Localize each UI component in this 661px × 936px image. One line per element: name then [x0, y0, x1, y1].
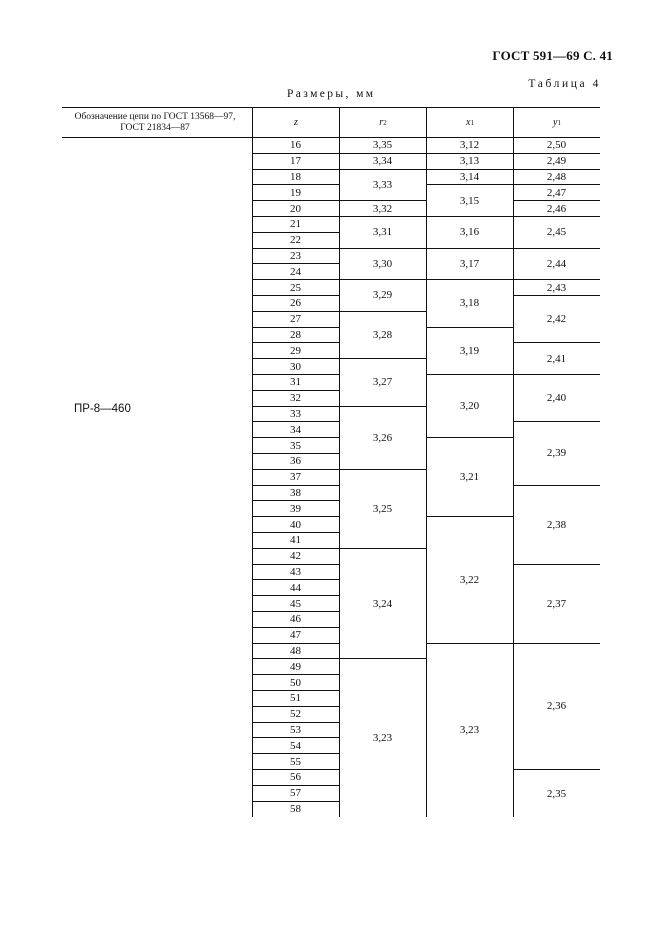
- r2-cell: 3,33: [339, 170, 426, 202]
- z-cell: 55: [252, 754, 339, 770]
- x1-cell: 3,13: [426, 154, 513, 170]
- z-cell: 39: [252, 501, 339, 517]
- z-cell: 45: [252, 596, 339, 612]
- z-cell: 49: [252, 659, 339, 675]
- z-cell: 47: [252, 628, 339, 644]
- z-cell: 57: [252, 786, 339, 802]
- z-cell: 54: [252, 738, 339, 754]
- z-cell: 36: [252, 454, 339, 470]
- header-y-symbol: y: [553, 117, 558, 128]
- z-cell: 31: [252, 375, 339, 391]
- z-cell: 28: [252, 328, 339, 344]
- r2-cell: 3,29: [339, 280, 426, 312]
- z-cell: 24: [252, 264, 339, 280]
- dimensions-table: [62, 107, 600, 820]
- z-cell: 40: [252, 517, 339, 533]
- z-cell: 32: [252, 391, 339, 407]
- r2-cell: 3,27: [339, 359, 426, 406]
- y1-cell: 2,45: [513, 217, 600, 249]
- z-cell: 53: [252, 723, 339, 739]
- r2-cell: 3,35: [339, 138, 426, 154]
- y1-cell: 2,42: [513, 296, 600, 343]
- header-z: [252, 107, 339, 138]
- x1-cell: 3,22: [426, 517, 513, 643]
- x1-cell: 3,15: [426, 185, 513, 217]
- dimensions-label: Размеры, мм: [287, 88, 376, 100]
- y1-cell: 2,36: [513, 644, 600, 770]
- z-cell: 48: [252, 644, 339, 660]
- z-cell: 56: [252, 770, 339, 786]
- y1-cell: 2,41: [513, 343, 600, 375]
- x1-cell: 3,19: [426, 328, 513, 375]
- x1-cell: 3,23: [459, 724, 480, 737]
- z-cell: 20: [252, 201, 339, 217]
- header-x-subscript: 1: [470, 118, 474, 127]
- x1-cell: 3,14: [426, 170, 513, 186]
- y1-cell: 2,48: [513, 170, 600, 186]
- y1-cell: 2,40: [513, 375, 600, 422]
- x1-cell: 3,12: [426, 138, 513, 154]
- r2-cell: 3,31: [339, 217, 426, 249]
- y1-cell: 2,47: [513, 185, 600, 201]
- z-cell: 38: [252, 486, 339, 502]
- z-cell: 33: [252, 407, 339, 423]
- r2-cell: 3,34: [339, 154, 426, 170]
- y1-cell: 2,50: [513, 138, 600, 154]
- z-cell: 34: [252, 422, 339, 438]
- r2-cell: 3,24: [339, 549, 426, 660]
- y1-cell: 2,49: [513, 154, 600, 170]
- z-cell: 23: [252, 249, 339, 265]
- y1-cell: 2,46: [513, 201, 600, 217]
- x1-cell: 3,20: [426, 375, 513, 438]
- z-cell: 46: [252, 612, 339, 628]
- z-cell: 51: [252, 691, 339, 707]
- header-x-symbol: x: [466, 117, 471, 128]
- y1-cell: 2,39: [513, 422, 600, 485]
- z-cell: 17: [252, 154, 339, 170]
- z-cell: 50: [252, 675, 339, 691]
- r2-cell: 3,26: [339, 407, 426, 470]
- x1-cell: 3,16: [426, 217, 513, 249]
- y1-cell: 2,44: [513, 249, 600, 281]
- z-cell: 16: [252, 138, 339, 154]
- table-label: Таблица 4: [528, 78, 601, 90]
- header-y-subscript: 1: [557, 118, 561, 127]
- r2-cell: 3,30: [339, 249, 426, 281]
- header-designation: [62, 107, 252, 138]
- x1-cell: 3,18: [426, 280, 513, 327]
- z-cell: 42: [252, 549, 339, 565]
- r2-cell: 3,28: [339, 312, 426, 359]
- r2-cell: 3,32: [339, 201, 426, 217]
- x1-cell: 3,21: [426, 438, 513, 517]
- x1-cell: 3,17: [426, 249, 513, 281]
- z-cell: 52: [252, 707, 339, 723]
- header-r-subscript: 2: [383, 118, 387, 127]
- z-cell: 27: [252, 312, 339, 328]
- header-r-symbol: r: [379, 117, 384, 128]
- chain-designation: ПР-8—460: [74, 403, 131, 415]
- header-x1: [426, 107, 513, 138]
- z-cell: 25: [252, 280, 339, 296]
- z-cell: 41: [252, 533, 339, 549]
- header-y1: [513, 107, 600, 138]
- z-cell: 29: [252, 343, 339, 359]
- z-cell: 58: [290, 803, 301, 816]
- r2-cell: 3,25: [339, 470, 426, 549]
- header-r2: [339, 107, 426, 138]
- r2-cell: 3,23: [372, 732, 393, 745]
- z-cell: 30: [252, 359, 339, 375]
- z-cell: 37: [252, 470, 339, 486]
- page-header: ГОСТ 591—69 С. 41: [492, 48, 613, 63]
- header-designation-line1: Обозначение цепи по ГОСТ 13568—97,: [74, 111, 236, 122]
- z-cell: 35: [252, 438, 339, 454]
- z-cell: 43: [252, 565, 339, 581]
- header-z-symbol: z: [294, 117, 298, 128]
- y1-cell: 2,38: [513, 486, 600, 565]
- z-cell: 26: [252, 296, 339, 312]
- y1-cell: 2,35: [546, 787, 567, 800]
- z-cell: 44: [252, 580, 339, 596]
- y1-cell: 2,43: [513, 280, 600, 296]
- header-designation-line2: ГОСТ 21834—87: [120, 122, 190, 133]
- z-cell: 21: [252, 217, 339, 233]
- y1-cell: 2,37: [513, 565, 600, 644]
- z-cell: 22: [252, 233, 339, 249]
- z-cell: 19: [252, 185, 339, 201]
- z-cell: 18: [252, 170, 339, 186]
